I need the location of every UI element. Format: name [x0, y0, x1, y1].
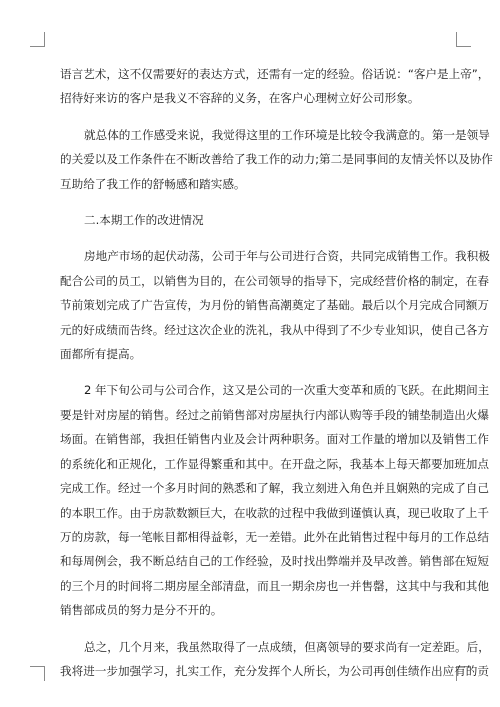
text-line: 配合公司的员工，以销售为目的，在公司领导的指导下，完成经营价格的制定，在春: [60, 273, 489, 288]
paragraph-summary: [60, 635, 490, 684]
text-line: 的关爱以及工作条件在不断改善给了我工作的动力;第二是同事间的友情关怀以及协作: [60, 152, 493, 167]
text-line: 2 年下旬公司与公司合作，这又是公司的一次重大变革和质的飞跃。在此期间主: [84, 383, 490, 398]
text-line: 和每周例会，我不断总结自己的工作经验，及时找出弊端并及早改善。销售部在短短: [60, 554, 489, 569]
text-line: 面都所有提高。: [60, 347, 142, 362]
text-line: 销售部成员的努力是分不开的。: [60, 603, 223, 618]
text-line: 语言艺术，这不仅需要好的表达方式，还需有一定的经验。俗话说：“客户是上帝”，: [60, 67, 490, 81]
text-line: 我将进一步加强学习，扎实工作，充分发挥个人所长，为公司再创佳绩作出应有的贡: [60, 663, 489, 678]
paragraph-cooperation: [60, 378, 490, 622]
text-line: 就总体的工作感受来说，我觉得这里的工作环境是比较令我满意的。第一是领导: [84, 127, 490, 142]
paragraph-work-feelings: [60, 123, 493, 196]
text-line: 互助给了我工作的舒畅感和踏实感。: [60, 176, 246, 191]
text-line: 完成工作。经过一个多月时间的熟悉和了解，我立刻进入角色并且娴熟的完成了自己: [60, 481, 489, 496]
text-line: 场面。在销售部，我担任销售内业及会计两种职务。面对工作量的增加以及销售工作: [60, 432, 489, 447]
text-line: 元的好成绩而告终。经过这次企业的洗礼，我从中得到了不少专业知识，使自己各方: [60, 322, 489, 337]
text-line: 总之，几个月来，我虽然取得了一点成绩，但离领导的要求尚有一定差距。后，: [84, 639, 490, 654]
text-line: 的三个月的时间将二期房屋全部清盘，而且一期余房也一并售罄，这其中与我和其他: [60, 578, 489, 593]
crop-mark-top-left: [30, 32, 45, 47]
text-line: 万的房款，每一笔帐目都相得益彰，无一差错。此外在此销售过程中每月的工作总结: [60, 529, 489, 544]
text-line: 的系统化和正规化，工作显得繁重和其中。在开盘之际，我基本上每天都要加班加点: [60, 456, 489, 471]
document-body: [60, 62, 493, 683]
section-heading-text: 二.本期工作的改进情况: [84, 213, 204, 228]
paragraph-market: [60, 244, 490, 366]
paragraph-intro-continuation: [60, 62, 490, 111]
text-line: 房地产市场的起伏动荡，公司于年与公司进行合资，共同完成销售工作。我积极: [84, 249, 490, 264]
text-line: 招待好来访的客户是我义不容辞的义务，在客户心理树立好公司形象。: [60, 91, 420, 106]
section-heading: [60, 208, 441, 232]
text-line: 要是针对房屋的销售。经过之前销售部对房屋执行内部认购等手段的铺垫制造出火爆: [60, 407, 489, 422]
crop-mark-top-right: [456, 32, 471, 47]
crop-mark-bottom-left: [30, 666, 45, 681]
text-line: 的本职工作。由于房款数额巨大，在收款的过程中我做到谨慎认真，现已收取了上千: [60, 505, 489, 520]
text-line: 节前策划完成了广告宣传，为月份的销售高潮奠定了基础。最后以个月完成合同额万: [60, 298, 489, 313]
